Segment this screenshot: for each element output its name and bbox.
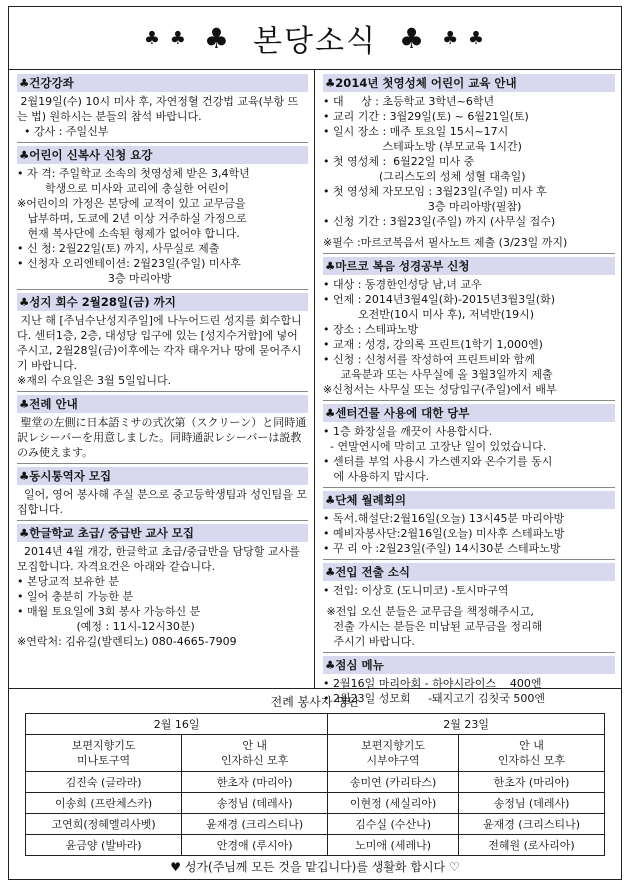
roster-title: 전례 봉사자 명단: [270, 695, 360, 709]
section-line: ※신청서는 사무실 또는 성당입구(주일)에서 배부: [323, 383, 557, 396]
news-section: [17, 146, 308, 290]
section-line: • 예비자봉사단:2월16일(오늘) 미사후 스테파노방: [323, 527, 565, 540]
table-row: [26, 814, 605, 835]
section-line: • 대 상 : 초등학교 3학년~6학년: [323, 95, 495, 108]
section-line: • 강사 : 주일신부: [17, 125, 109, 138]
section-line: ※어린이의 가정은 본당에 교적이 있고 교무금을: [17, 197, 246, 210]
section-line: • 신청자 오리엔테이션: 2월23일(주일) 미사후: [17, 257, 241, 270]
roster-cell: 전혜원 (로사리아): [458, 835, 604, 856]
page-title-bar: [9, 7, 621, 70]
section-heading: ♣마르코 복음 성경공부 신청: [323, 257, 615, 275]
roster-column-header: 보편지향기도 시부야구역: [328, 735, 459, 772]
section-line: • 꾸 리 아 :2월23일(주일) 14시30분 스테파노방: [323, 542, 561, 555]
news-section: [17, 293, 308, 392]
section-line: • 1층 화장실을 깨끗이 사용합시다.: [323, 425, 493, 438]
news-section: [323, 563, 615, 653]
section-heading: ♣동시통역자 모집: [17, 467, 308, 485]
news-section: [17, 395, 308, 464]
section-line: 스테파노방 (부모교육 1시간): [323, 140, 522, 153]
section-line: (그리스도의 성체 성혈 대축일): [323, 170, 526, 183]
section-line: • 신청 : 신청서를 작성하여 프린트비와 함께: [323, 353, 535, 366]
page-title: 본당소식: [253, 24, 377, 59]
section-line: 2월19일(수) 10시 미사 후, 자연정혈 건강법 교육(부항 뜨는 법) 원하시는 분들의 참석 바랍니다.: [17, 95, 299, 123]
roster-cell: 이현정 (세실리아): [328, 793, 459, 814]
section-line: ※재의 수요일은 3월 5일입니다.: [17, 374, 172, 387]
section-heading: ♣한글학교 초급/ 중급반 교사 모집: [17, 524, 308, 542]
clubs-icon: ♣: [203, 21, 232, 55]
section-line: 3층 마리아방(필참): [323, 200, 522, 213]
section-line: ※필수 :마르코복음서 필사노트 제출 (3/23일 까지): [323, 236, 568, 249]
roster-column-header: 보편지향기도 미나토구역: [26, 735, 182, 772]
section-line: • 일어 충분히 가능한 분: [17, 590, 134, 603]
section-line: ※연락처: 김유길(발렌티노) 080-4665-7909: [17, 635, 237, 648]
section-line: • 교리 기간 : 3월29일(토) ~ 6월21일(토): [323, 110, 529, 123]
roster-cell: 한초자 (마리아): [458, 772, 604, 793]
roster-cell: 윤재경 (크리스티나): [182, 814, 328, 835]
roster-cell: 노미애 (세레나): [328, 835, 459, 856]
section-line: • 언제 : 2014년3월4일(화)-2015년3월3일(화): [323, 293, 556, 306]
section-line: 오전반(10시 미사 후), 저녁반(19시): [323, 308, 535, 321]
roster-cell: 김수실 (수산나): [328, 814, 459, 835]
section-line: • 신 청: 2월22일(토) 까지, 사무실로 제출: [17, 242, 220, 255]
news-section: [323, 74, 615, 254]
section-line: 주시기 바랍니다.: [323, 635, 415, 648]
roster-cell: 윤금양 (발바라): [26, 835, 182, 856]
section-line: • 본당교적 보유한 분: [17, 575, 119, 588]
section-heading: ♣건강강좌: [17, 74, 308, 92]
section-line: - 연말연시에 막히고 고장난 일이 있었습니다.: [323, 440, 547, 453]
section-line: • 2월16일 마리아회 - 하야시라이스 400엔: [323, 677, 542, 690]
roster-cell: 송정님 (데레사): [458, 793, 604, 814]
clubs-icon: ♣: [398, 21, 427, 55]
roster-cell: 송미연 (카리타스): [328, 772, 459, 793]
section-line: • 전입: 이상호 (도니미코) -토시마구역: [323, 584, 509, 597]
section-heading: ♣2014년 첫영성체 어린이 교육 안내: [323, 74, 615, 92]
section-heading: ♣단체 월례회의: [323, 491, 615, 509]
news-section: [323, 491, 615, 560]
section-line: • 일시 장소 : 매주 토요일 15시~17시: [323, 125, 509, 138]
roster-cell: 윤재경 (크리스티나): [458, 814, 604, 835]
roster-cell: 이송희 (프란체스카): [26, 793, 182, 814]
roster-date: 2월 23일: [328, 714, 605, 735]
section-line: • 첫 영성체 자모모임 : 3월23일(주일) 미사 후: [323, 185, 547, 198]
roster-date: 2월 16일: [26, 714, 328, 735]
section-line: • 독서.해설단:2월16일(오늘) 13시45분 마리아방: [323, 512, 565, 525]
section-line: 납부하며, 도쿄에 2년 이상 거주하실 가정으로: [17, 212, 247, 225]
roster-cell: 김진숙 (글라라): [26, 772, 182, 793]
section-heading: ♣전입 전출 소식: [323, 563, 615, 581]
section-line: 현재 복사단에 소속된 형제가 없어야 합니다.: [17, 227, 240, 240]
section-line: 3층 마리아방: [17, 272, 172, 285]
section-line: • 매월 토요일에 3회 봉사 가능하신 분: [17, 605, 201, 618]
news-section: [17, 74, 308, 143]
section-line: 일어, 영어 봉사해 주실 분으로 중고등학생팀과 성인팀을 모집합니다.: [17, 488, 307, 516]
table-row: [26, 835, 605, 856]
roster-column-header: 안 내 인자하신 모후: [458, 735, 604, 772]
news-section: [17, 524, 308, 652]
section-line: 지난 해 [주님수난성지주일]에 나누어드린 성지를 회수합니다. 센터1층, 2층, 대성당 입구에 있는 [성지수거함]에 넣어주시고, 2월28일(금)이후에는 각자 태우거나 땅에 묻어주시기 바랍니다.: [17, 314, 302, 372]
section-line: 2014년 4월 개강, 한글학교 초급/중급반을 담당할 교사를 모집합니다. 자격요건은 아래와 같습니다.: [17, 545, 304, 573]
news-section: [17, 467, 308, 521]
roster-cell: 고연희(정혜엘리사벳): [26, 814, 182, 835]
section-line: • 대상 : 동경한인성당 남,녀 교우: [323, 278, 482, 291]
news-section: [323, 656, 615, 709]
roster-cell: 안경애 (루시아): [182, 835, 328, 856]
section-line: (예정 : 11시-12시30분): [17, 620, 195, 633]
table-row: [26, 772, 605, 793]
table-row: [26, 793, 605, 814]
right-column: [315, 70, 621, 705]
section-line: • 첫 영성체 : 6월22일 미사 중: [323, 155, 475, 168]
section-heading: ♣점심 메뉴: [323, 656, 615, 674]
news-section: [323, 404, 615, 488]
clubs-icon: ♣ ♣: [143, 27, 188, 49]
roster-column-header: 안 내 인자하신 모후: [182, 735, 328, 772]
section-heading: ♣전례 안내: [17, 395, 308, 413]
section-line: • 교재 : 성경, 강의록 프린트(1학기 1,000엔): [323, 338, 543, 351]
section-line: 교육분과 또는 사무실에 올 3월3일까지 제출: [323, 368, 553, 381]
news-section: [323, 257, 615, 401]
section-line: 전출 가시는 분들은 미납된 교무금을 정리해: [323, 620, 543, 633]
left-column: [9, 70, 315, 688]
roster-cell: 한초자 (마리아): [182, 772, 328, 793]
section-line: 학생으로 미사와 교리에 충실한 어린이: [17, 182, 229, 195]
section-line: ※전입 오신 분들은 교무금을 책정해주시고,: [323, 605, 534, 618]
section-line: • 2월23일 성모회 -돼지고기 김칫국 500엔: [323, 692, 546, 705]
bulletin-page: [8, 6, 622, 880]
section-line: • 장소 : 스테파노방: [323, 323, 419, 336]
roster-cell: 송정님 (데레사): [182, 793, 328, 814]
section-line: 에 사용하지 맙시다.: [323, 470, 429, 483]
section-text: 聖堂の左側に日本語ミサの式次第（スクリーン）と同時通訳レシーバーを用意しました。同時通訳レシーバーは説教のみ使えます。: [17, 416, 307, 459]
section-line: • 자 격: 주일학교 소속의 첫영성체 받은 3,4학년: [17, 167, 250, 180]
section-line: • 신청 기간 : 3월23일(주일) 까지 (사무실 접수): [323, 215, 556, 228]
section-heading: ♣성지 회수 2월28일(금) 까지: [17, 293, 308, 311]
section-heading: ♣어린이 신복사 신청 요강: [17, 146, 308, 164]
clubs-icon: ♣ ♣: [442, 27, 487, 49]
roster-section: [9, 689, 621, 856]
roster-table: [25, 713, 605, 856]
section-heading: ♣센터건물 사용에 대한 당부: [323, 404, 615, 422]
footer-motto: ♥ 성가(주님께 모든 것을 맡깁니다)를 생활화 합시다 ♡: [170, 860, 460, 874]
section-line: • 센터를 부엌 사용시 가스렌지와 온수기를 동시: [323, 455, 553, 468]
